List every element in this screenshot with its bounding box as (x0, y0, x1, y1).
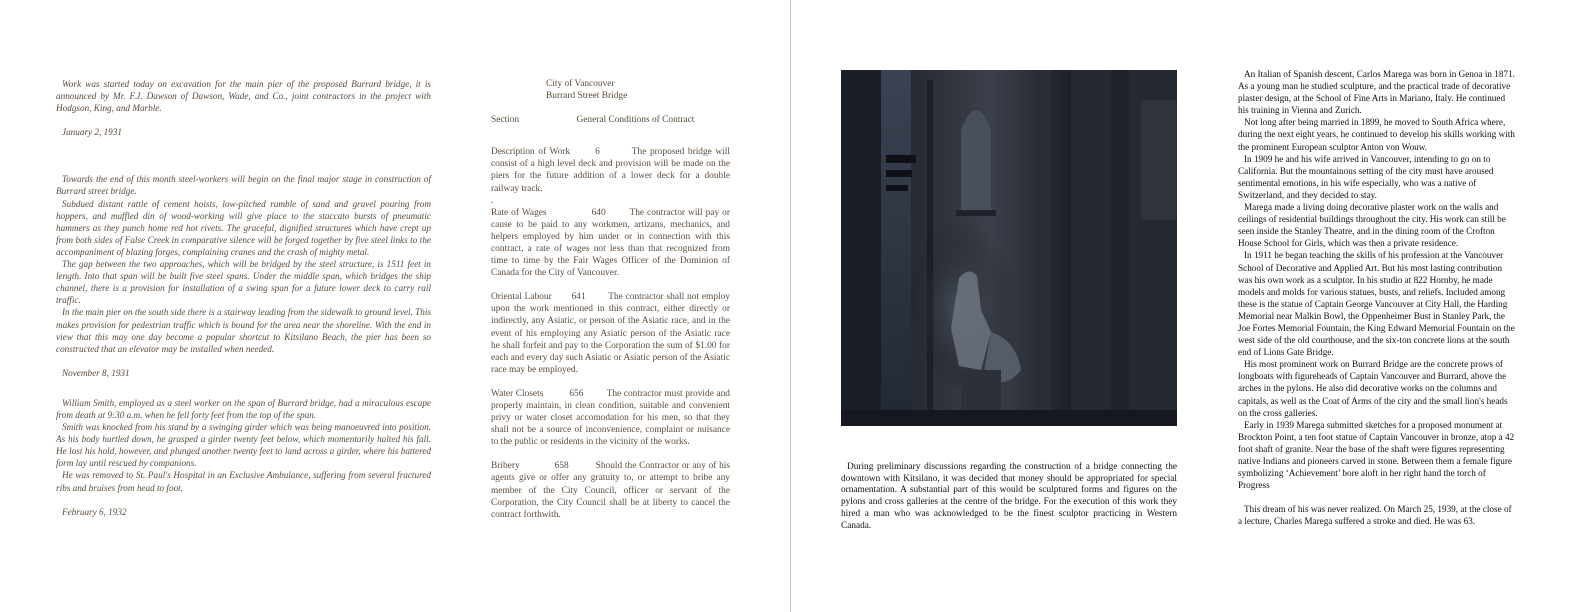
closing-paragraph: This dream of his was never realized. On March 25, 1939, at the close of a lecture, Charles Marega suffered a stroke and died. He was 63. (1238, 504, 1512, 527)
news-date: January 2, 1931 (62, 127, 122, 138)
news-entry (56, 397, 431, 518)
clause-title: Water Closets (491, 388, 544, 399)
bio-paragraph: In 1909 he and his wife arrived in Vancouver, intending to go on to California. But the mountainous setting of the city must have aroused sentimental emotions, in his wife especially, who was a native of Switzerland, and they decided to stay. (1238, 153, 1494, 200)
news-column (56, 78, 431, 518)
contract-project: Burrard Street Bridge (546, 91, 628, 102)
clause-text: The contractor must provide and properly maintain, in clean condition, suitable and convenient privy or water closet accomodation for his men, so that they shall not be a source of inconvenience, complaint or nuisance to the public or residents in the vicinity of the works. (491, 388, 730, 448)
news-paragraph: The gap between the two approaches, which will be bridged by the steel structure, is 1511 feet in length. Into that span will be built five steel spans. Under the middle span, which bridges the ship channel, there is a provision for installation of a swing span for a future lower deck to carry rail traffic. (56, 259, 431, 306)
clause-number: 656 (569, 388, 584, 399)
news-date: November 8, 1931 (62, 367, 130, 378)
contract-clause (491, 460, 730, 520)
clause-title: Description of Work (491, 147, 571, 158)
news-paragraph: Work was started today on excavation for the main pier of the proposed Burrard bridge, it is announced by Mr. F.J. Dawson of Dawson, Wade, and Co., joint contractors in the project with Hodgson, King, and Marble. (56, 79, 431, 114)
left-page (0, 0, 790, 612)
bio-paragraph: Not long after being married in 1899, he moved to South Africa where, during the next eight years, he continued to develop his skills working with the prominent European sculptor Anton von Wouw. (1238, 117, 1515, 152)
clause-title: Rate of Wages (491, 207, 547, 218)
bio-paragraph: Marega made a living doing decorative plaster work on the walls and ceilings of residential buildings throughout the city. His work can still be seen inside the Stanley Theatre, and in the dining room of the Crofton House School for Girls, which was then a private residence. (1238, 202, 1506, 249)
contract-clause (491, 146, 730, 194)
clause-number: 641 (571, 292, 586, 303)
clause-trail: . (491, 195, 494, 206)
page-divider (790, 0, 791, 612)
news-paragraph: William Smith, employed as a steel worker on the span of Burrard bridge, had a miraculous escape from death at 9:30 a.m. when he fell forty feet from the top of the span. (56, 397, 431, 420)
biography-column (1238, 68, 1515, 527)
clause-number: 6 (595, 147, 600, 158)
news-paragraph: Smith was knocked from his stand by a swinging girder which was being manoeuvred into position. As his body hurtled down, he grasped a girder twenty feet below, which momentarily halted his fall. He lost his hold, however, and plunged another twenty feet to land across a girder, where his battered form lay until rescued by companions. (56, 422, 431, 469)
clause-text: Should the Contractor or any of his agents give or offer any gratuity to, or attempt to bribe any member of the City Council, officer or servant of the Corporation, the City Council shall be at liberty to cancel the contract forthwith. (491, 461, 731, 520)
clause-text: The contractor shall not employ upon the work mentioned in this contract, either directly or indirectly, any Asiatic, or person of the Asiatic race, and in the event of his employing any Asiatic person of the Asiatic race he shall forfeit and pay to the Corporation the sum of $1.00 for each and every day such Asiatic or Asiatic person of the Asiatic race may be employed. (491, 292, 730, 375)
clause-number: 658 (554, 461, 569, 472)
news-date: February 6, 1932 (62, 506, 127, 517)
news-entry (56, 173, 431, 379)
conditions-label: General Conditions of Contract (576, 115, 695, 126)
bio-paragraph: Early in 1939 Marega submitted sketches for a proposed monument at Brockton Point, a ten foot statue of Captain Vancouver in bronze, atop a 42 foot shaft of granite. Near the base of the shaft were figures representing native Indians and pioneers carved in stone. Between them a female figure symbolizing ‘Achievement’ bore aloft in her right hand the torch of Progress (1238, 419, 1515, 491)
contract-column (491, 78, 730, 521)
news-paragraph: Towards the end of this month steel-workers will begin on the final major stage in construction of Burrard street bridge. (56, 174, 431, 197)
contract-section-header (491, 114, 730, 126)
bio-paragraph: His most prominent work on Burrard Bridge are the concrete prows of longboats with figureheads of Captain Vancouver and Burrard, above the arches in the pylons. He also did decorative works on the columns and capitals, as well as the Coat of Arms of the city and the small lion's heads on the cross galleries. (1238, 359, 1508, 418)
bridge-pylon-figurehead-image (841, 70, 1177, 426)
bio-paragraph: In 1911 he began teaching the skills of his profession at the Vancouver School of Decorative and Applied Art. But his most lasting contribution was his own work as a sculptor. In his studio at 822 Hornby, he made models and molds for various statues, busts, and reliefs. Included among these is the statue of Captain George Vancouver at City Hall, the Harding Memorial near Malkin Bowl, the Oppenheimer Bust in Stanley Park, the Joe Fortes Memorial Fountain, the King Edward Memorial Fountain on the west side of the old courthouse, and the six-ton concrete lions at the south end of Lions Gate Bridge. (1238, 250, 1515, 358)
clause-text: The proposed bridge will consist of a high level deck and provision will be made on the piers for the future addition of a lower deck for a double railway track. (491, 147, 730, 194)
bio-paragraph: An Italian of Spanish descent, Carlos Marega was born in Genoa in 1871. As a young man he studied sculpture, and the practical trade of decorative plaster design, at the School of Fine Arts in Mariano, Italy. He continued his training in Vienna and Zurich. (1238, 69, 1515, 116)
section-label: Section (491, 115, 520, 126)
contract-clause (491, 388, 730, 448)
clause-number: 640 (591, 207, 606, 218)
caption-paragraph: During preliminary discussions regarding the construction of a bridge connecting the downtown with Kitsilano, it was decided that money should be appropriated for special ornamentation. A substantial part of this would be sculptured forms and figures on the pylons and cross galleries at the centre of the bridge. For the execution of this work they hired a man who was acknowledged to be the finest sculptor practicing in Western Canada. (841, 462, 1177, 531)
clause-title: Oriental Labour (491, 292, 552, 303)
contract-city: City of Vancouver (546, 79, 615, 89)
news-paragraph: Subdued distant rattle of cement hoists, low-pitched rumble of sand and gravel pouring from hoppers, and muffled din of wood-working will give place to the staccato bursts of pneumatic hammers as they punch home red hot rivets. The graceful, dignified structures which have crept up from both sides of False Creek in comparative silence will be forged together by five steel links to the accompaniment of blazing forges, complaining cranes and the crash of mighty metal. (56, 198, 431, 257)
contract-clause (491, 207, 730, 280)
sculpture-photo (841, 70, 1177, 426)
clause-text: The contractor will pay or cause to be paid to any workmen, artizans, mechanics, and helpers employed by him under or in connection with this contract, a rate of wages not less than that recognized from time to time by the Fair Wages Officer of the Dominion of Canada for the City of Vancouver. (491, 207, 730, 279)
news-entry (56, 78, 431, 138)
clause-title: Bribery (491, 461, 520, 472)
photo-caption (841, 462, 1177, 532)
news-paragraph: He was removed to St. Paul's Hospital in an Exclusive Ambulance, suffering from several fractured ribs and bruises from head to foot. (56, 470, 431, 493)
news-paragraph: In the main pier on the south side there is a stairway leading from the sidewalk to ground level. This makes provision for pedestrian traffic which is bound for the area near the shoreline. With the end in view that this may one day become a popular shortcut to Kitsilano Beach, the pier has been so constructed that an elevator may be installed when needed. (56, 307, 431, 354)
contract-clause (491, 291, 730, 376)
right-page (792, 0, 1584, 612)
